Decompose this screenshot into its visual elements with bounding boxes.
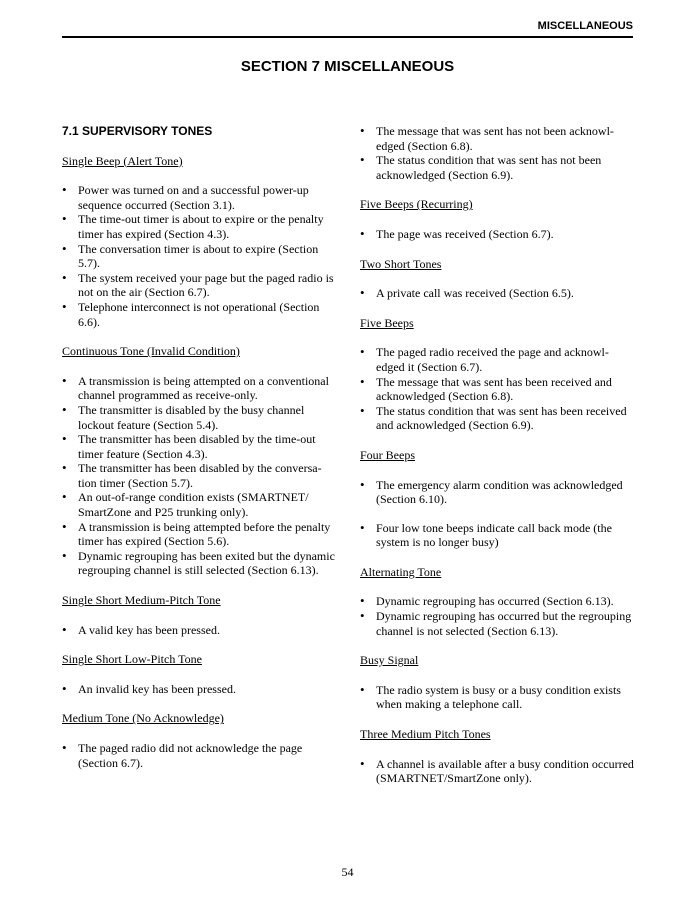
medium-pitch-list [62, 623, 338, 638]
list-item: • The system received your page but the paged radio is not on the air (Section 6.7). [62, 271, 338, 300]
list-item: • A valid key has been pressed. [62, 623, 338, 638]
alternating-tone-list [360, 594, 636, 638]
list-item: • The status condition that was sent has been received and acknowledged (Section 6.9). [360, 404, 636, 433]
list-item: • A private call was received (Section 6.5). [360, 286, 636, 301]
page-number: 54 [341, 865, 354, 879]
subheading-three-medium-pitch-tones: Three Medium Pitch Tones [360, 727, 491, 742]
list-item: • The message that was sent has not been acknowl-edged (Section 6.8). [360, 124, 636, 153]
right-column [360, 124, 636, 801]
list-item: • The transmitter has been disabled by the conversa-tion timer (Section 5.7). [62, 461, 338, 490]
subheading-busy-signal: Busy Signal [360, 653, 419, 668]
three-medium-pitch-list [360, 757, 636, 786]
header-rule [62, 36, 633, 38]
five-beeps-list [360, 345, 636, 433]
list-item: • The paged radio received the page and acknowl-edged it (Section 6.7). [360, 345, 636, 374]
five-beeps-recurring-list [360, 227, 636, 242]
list-item: • The radio system is busy or a busy condition exists when making a telephone call. [360, 683, 636, 712]
list-item: • An out-of-range condition exists (SMARTNET/ SmartZone and P25 trunking only). [62, 490, 338, 519]
list-item: • A transmission is being attempted before the penalty timer has expired (Section 5.6). [62, 520, 338, 549]
left-column [62, 124, 338, 785]
list-item: • The transmitter has been disabled by the time-out timer feature (Section 4.3). [62, 432, 338, 461]
list-item: • An invalid key has been pressed. [62, 682, 338, 697]
list-item: • The message that was sent has been received and acknowledged (Section 6.8). [360, 375, 636, 404]
list-item: • The paged radio did not acknowledge the page (Section 6.7). [62, 741, 338, 770]
single-beep-list [62, 183, 338, 329]
list-item: • The transmitter is disabled by the busy channel lockout feature (Section 5.4). [62, 403, 338, 432]
four-beeps-list [360, 478, 636, 550]
busy-signal-list [360, 683, 636, 712]
subheading-five-beeps-recurring: Five Beeps (Recurring) [360, 197, 473, 212]
subheading-continuous-tone: Continuous Tone (Invalid Condition) [62, 344, 240, 359]
continuous-tone-list [62, 374, 338, 578]
list-item: • A transmission is being attempted on a conventional channel programmed as receive-only. [62, 374, 338, 403]
subheading-five-beeps: Five Beeps [360, 315, 414, 330]
list-item: • The page was received (Section 6.7). [360, 227, 636, 242]
subheading-alternating-tone: Alternating Tone [360, 564, 442, 579]
subheading-medium-tone: Medium Tone (No Acknowledge) [62, 711, 224, 726]
subheading-low-pitch-tone: Single Short Low-Pitch Tone [62, 652, 202, 667]
list-item: • A channel is available after a busy condition occurred (SMARTNET/SmartZone only). [360, 757, 636, 786]
section-heading: 7.1 SUPERVISORY TONES [62, 124, 213, 138]
list-item: • The time-out timer is about to expire or the penalty timer has expired (Section 4.3). [62, 212, 338, 241]
subheading-single-beep: Single Beep (Alert Tone) [62, 153, 183, 168]
running-header: MISCELLANEOUS [537, 20, 633, 32]
list-item: • Dynamic regrouping has occurred but the regrouping channel is not selected (Section 6.13). [360, 609, 636, 638]
subheading-medium-pitch-tone: Single Short Medium-Pitch Tone [62, 593, 221, 608]
list-item: • Four low tone beeps indicate call back mode (the system is no longer busy) [360, 521, 636, 550]
list-item: • The emergency alarm condition was acknowledged (Section 6.10). [360, 478, 636, 507]
medium-tone-list [62, 741, 338, 770]
list-item: • Dynamic regrouping has been exited but the dynamic regrouping channel is still selected (Section 6.13). [62, 549, 338, 578]
subheading-four-beeps: Four Beeps [360, 447, 415, 462]
list-item: • Telephone interconnect is not operational (Section 6.6). [62, 300, 338, 329]
list-item: • Dynamic regrouping has occurred (Section 6.13). [360, 594, 636, 609]
list-item: • The conversation timer is about to expire (Section 5.7). [62, 242, 338, 271]
continued-list [360, 124, 636, 182]
page-title: SECTION 7 MISCELLANEOUS [240, 58, 455, 75]
low-pitch-list [62, 682, 338, 697]
list-item: • The status condition that was sent has not been acknowledged (Section 6.9). [360, 153, 636, 182]
two-short-tones-list [360, 286, 636, 301]
subheading-two-short-tones: Two Short Tones [360, 256, 442, 271]
list-item: • Power was turned on and a successful power-up sequence occurred (Section 3.1). [62, 183, 338, 212]
